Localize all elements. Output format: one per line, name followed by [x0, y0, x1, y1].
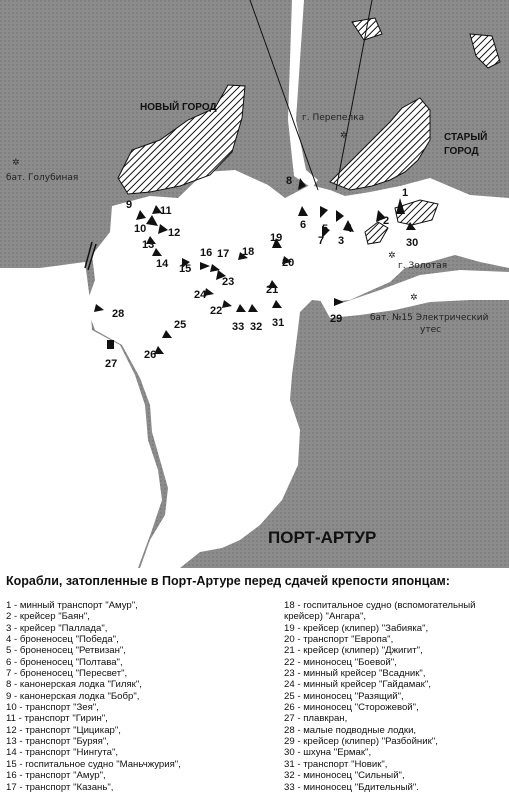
ship-number-4: 4: [346, 223, 353, 235]
ship-number-7: 7: [318, 235, 325, 247]
legend-caption: Корабли, затопленные в Порт-Артуре перед сдачей крепости японцам:: [6, 574, 450, 588]
ship-number-1: 1: [402, 187, 409, 199]
ship-number-20: 20: [282, 257, 295, 269]
legend-item: 22 - миноносец "Боевой",: [284, 656, 397, 668]
ship-number-15: 15: [179, 263, 192, 275]
ship-number-21: 21: [266, 284, 279, 296]
legend-item: 14 - транспорт "Нингута",: [6, 747, 119, 759]
ship-number-6: 6: [300, 219, 307, 231]
ship-number-22: 22: [210, 305, 223, 317]
legend-item: 17 - транспорт "Казань",: [6, 781, 114, 793]
new-city-label: НОВЫЙ ГОРОД: [140, 102, 217, 113]
ship-number-29: 29: [330, 313, 343, 325]
ship-number-24: 24: [194, 289, 207, 301]
legend-item: 31 - транспорт "Новик",: [284, 758, 388, 770]
ship-number-33: 33: [232, 321, 245, 333]
ship-number-28: 28: [112, 308, 125, 320]
golubinaya-symbol: ✲: [12, 158, 20, 168]
legend-item: 3 - крейсер "Паллада",: [6, 622, 108, 634]
legend-item: 33 - миноносец "Бдительный".: [284, 781, 419, 793]
old-city-label-2: ГОРОД: [444, 146, 479, 157]
legend-item: 12 - транспорт "Цицикар",: [6, 724, 121, 736]
map-title: ПОРТ-АРТУР: [268, 528, 377, 547]
legend-item: 11 - транспорт "Гирин",: [6, 713, 108, 725]
legend-item: 7 - броненосец "Пересвет",: [6, 668, 128, 680]
ship-number-8: 8: [286, 175, 293, 187]
ship-number-2: 2: [383, 215, 390, 227]
legend-item: 25 - миноносец "Разящий",: [284, 690, 404, 702]
golubinaya-label: бат. Голубиная: [6, 173, 79, 183]
legend-item: 32 - миноносец "Сильный",: [284, 770, 405, 782]
perepelka-label: г. Перепелка: [302, 113, 365, 123]
ship-number-27: 27: [105, 358, 118, 370]
battery15-label: бат. №15 Электрический: [370, 313, 489, 323]
cliff-label: утес: [420, 325, 442, 335]
legend-item: 27 - плавкран,: [284, 713, 348, 725]
ship-number-26: 26: [144, 349, 157, 361]
legend-item: 18 - госпитальное судно (вспомогательный крейсер) "Ангара",: [284, 600, 479, 623]
ship-number-18: 18: [242, 246, 255, 258]
legend-item: 4 - броненосец "Победа",: [6, 634, 119, 646]
legend-column-left: [6, 600, 276, 793]
ship-number-19: 19: [270, 232, 283, 244]
zolotaya-symbol: ✲: [388, 251, 396, 261]
ship-number-5: 5: [322, 223, 329, 235]
legend-item: 9 - канонерская лодка "Бобр",: [6, 690, 140, 702]
legend-item: 15 - госпитальное судно "Маньчжурия",: [6, 758, 181, 770]
ship-number-9: 9: [126, 199, 133, 211]
zolotaya-label: г. Золотая: [398, 261, 448, 271]
legend-item: 16 - транспорт "Амур",: [6, 770, 106, 782]
legend-item: 28 - малые подводные лодки,: [284, 724, 417, 736]
ship-number-14: 14: [156, 258, 169, 270]
legend-item: 23 - минный крейсер "Всадник",: [284, 668, 426, 680]
legend-item: 24 - минный крейсер "Гайдамак",: [284, 679, 431, 691]
perepelka-symbol: ✲: [340, 131, 348, 141]
ship-number-32: 32: [250, 321, 263, 333]
ship-number-30: 30: [406, 237, 419, 249]
old-city-label-1: СТАРЫЙ: [444, 132, 488, 143]
ship-number-23: 23: [222, 276, 235, 288]
ship-number-12: 12: [168, 227, 181, 239]
legend-item: 10 - транспорт "Зея",: [6, 702, 99, 714]
ship-number-11: 11: [160, 205, 172, 217]
ship-number-25: 25: [174, 319, 187, 331]
legend-item: 2 - крейсер "Баян",: [6, 611, 90, 623]
legend-item: 8 - канонерская лодка "Гиляк",: [6, 679, 142, 691]
legend-item: 29 - крейсер (клипер) "Разбойник",: [284, 736, 438, 748]
legend-item: 6 - броненосец "Полтава",: [6, 656, 123, 668]
legend-item: 20 - транспорт "Европа",: [284, 634, 394, 646]
legend-item: 1 - минный транспорт "Амур",: [6, 600, 138, 611]
legend-column-right: [284, 600, 509, 793]
legend-item: 19 - крейсер (клипер) "Забияка",: [284, 622, 429, 634]
legend-item: 26 - миноносец "Сторожевой",: [284, 702, 419, 714]
legend-item: 13 - транспорт "Буряя",: [6, 736, 109, 748]
legend-item: 5 - броненосец "Ретвизан",: [6, 645, 126, 657]
ship-number-3: 3: [338, 235, 345, 247]
ship-marker-27: [107, 340, 114, 349]
legend-item: 21 - крейсер (клипер) "Джигит",: [284, 645, 423, 657]
battery15-symbol: ✲: [410, 293, 418, 303]
ship-number-10: 10: [134, 223, 147, 235]
ship-number-17: 17: [217, 248, 230, 260]
ship-number-13: 13: [142, 239, 155, 251]
legend-item: 30 - шхуна "Ермак",: [284, 747, 372, 759]
ship-number-31: 31: [272, 317, 285, 329]
ship-number-16: 16: [200, 247, 213, 259]
